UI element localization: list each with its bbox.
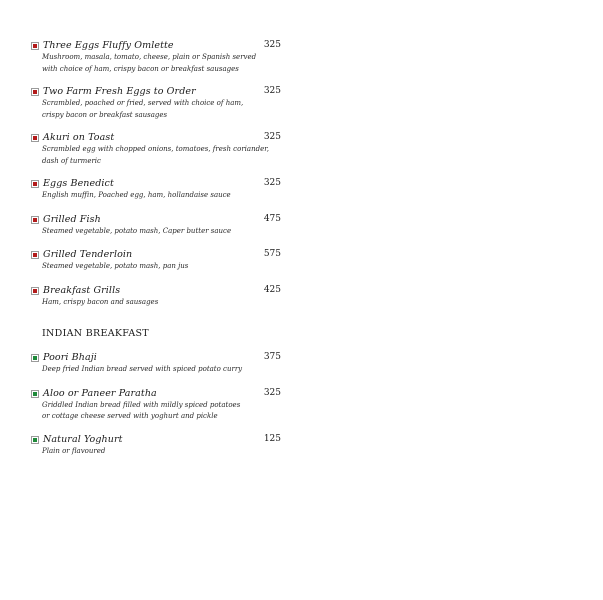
- item-price: 325: [263, 387, 281, 398]
- item-price: 575: [263, 249, 281, 259]
- nonveg-marker-icon: [31, 180, 39, 188]
- item-description: [42, 144, 281, 167]
- item-description: [42, 400, 281, 423]
- item-name: Breakfast Grills: [43, 284, 121, 296]
- description-line: with choice of ham, crispy bacon or breakfast sausages: [42, 64, 239, 73]
- nonveg-dot: [33, 289, 37, 293]
- item-price: 475: [263, 213, 281, 224]
- veg-dot: [33, 438, 37, 442]
- veg-marker-icon: [31, 390, 39, 398]
- nonveg-dot: [33, 90, 37, 94]
- item-price: 325: [263, 178, 281, 188]
- veg-marker-icon: [31, 354, 39, 362]
- description-line: Steamed vegetable, potato mash, Caper butter sauce: [42, 226, 232, 235]
- nonveg-dot: [33, 218, 37, 222]
- menu-item-eggs-benedict: [31, 178, 281, 202]
- item-price: 325: [263, 40, 281, 50]
- menu-item-akuri-on-toast: [31, 132, 281, 167]
- item-description: [42, 190, 281, 202]
- nonveg-marker-icon: [31, 287, 39, 295]
- description-line: Steamed vegetable, potato mash, pan jus: [42, 262, 189, 270]
- item-price: 325: [263, 86, 281, 96]
- item-description: [42, 261, 281, 273]
- nonveg-dot: [33, 44, 37, 48]
- item-name: Grilled Fish: [43, 213, 101, 225]
- description-line: Mushroom, masala, tomato, cheese, plain or Spanish served: [42, 53, 257, 61]
- menu-item-aloo-paneer-paratha: [31, 388, 281, 423]
- item-price: 125: [263, 433, 281, 444]
- menu-item-breakfast-grills: [31, 285, 281, 309]
- menu-item-grilled-fish: [31, 214, 281, 238]
- item-name: Natural Yoghurt: [43, 433, 123, 445]
- item-price: 325: [263, 132, 281, 142]
- nonveg-marker-icon: [31, 251, 39, 259]
- item-price: 375: [263, 352, 281, 362]
- description-line: Deep fried Indian bread served with spiced potato curry: [42, 365, 243, 373]
- nonveg-dot: [33, 253, 37, 257]
- item-name: Aloo or Paneer Paratha: [43, 387, 157, 399]
- item-description: [42, 297, 281, 309]
- nonveg-dot: [33, 136, 37, 140]
- nonveg-marker-icon: [31, 88, 39, 96]
- veg-dot: [33, 392, 37, 396]
- item-description: [42, 52, 281, 75]
- description-line: Plain or flavoured: [42, 446, 106, 455]
- description-line: Ham, crispy bacon and sausages: [42, 297, 159, 306]
- item-name: Akuri on Toast: [43, 132, 115, 143]
- item-name: Three Eggs Fluffy Omlette: [43, 40, 174, 51]
- description-line: Scrambled, poached or fried, served with choice of ham,: [42, 99, 244, 107]
- menu-item-natural-yoghurt: [31, 434, 281, 458]
- item-name: Eggs Benedict: [43, 178, 114, 189]
- description-line: Griddled Indian bread filled with mildly spiced potatoes: [42, 400, 241, 409]
- nonveg-marker-icon: [31, 42, 39, 50]
- item-description: [42, 226, 281, 238]
- veg-dot: [33, 356, 37, 360]
- menu-item-grilled-tenderloin: [31, 249, 281, 273]
- section-breakfast: [31, 40, 281, 308]
- nonveg-marker-icon: [31, 216, 39, 224]
- item-name: Grilled Tenderloin: [43, 249, 133, 260]
- nonveg-marker-icon: [31, 134, 39, 142]
- item-name: Poori Bhaji: [43, 352, 97, 363]
- veg-marker-icon: [31, 436, 39, 444]
- description-line: Scrambled egg with chopped onions, tomatoes, fresh coriander,: [42, 145, 270, 153]
- menu-item-three-eggs-omlette: [31, 40, 281, 75]
- nonveg-dot: [33, 182, 37, 186]
- menu-item-poori-bhaji: [31, 352, 281, 376]
- description-line: English muffin, Poached egg, ham, hollandaise sauce: [42, 191, 231, 199]
- item-price: 425: [263, 284, 281, 295]
- item-description: [42, 98, 281, 121]
- item-description: [42, 364, 281, 376]
- section-heading: INDIAN BREAKFAST: [42, 328, 149, 339]
- description-line: dash of turmeric: [42, 156, 101, 165]
- description-line: crispy bacon or breakfast sausages: [42, 110, 168, 119]
- item-name: Two Farm Fresh Eggs to Order: [43, 86, 196, 97]
- section-indian-breakfast: [31, 328, 281, 457]
- description-line: or cottage cheese served with yoghurt and pickle: [42, 412, 218, 420]
- menu-page: [31, 40, 281, 457]
- menu-item-two-farm-fresh-eggs: [31, 86, 281, 121]
- item-description: [42, 446, 281, 458]
